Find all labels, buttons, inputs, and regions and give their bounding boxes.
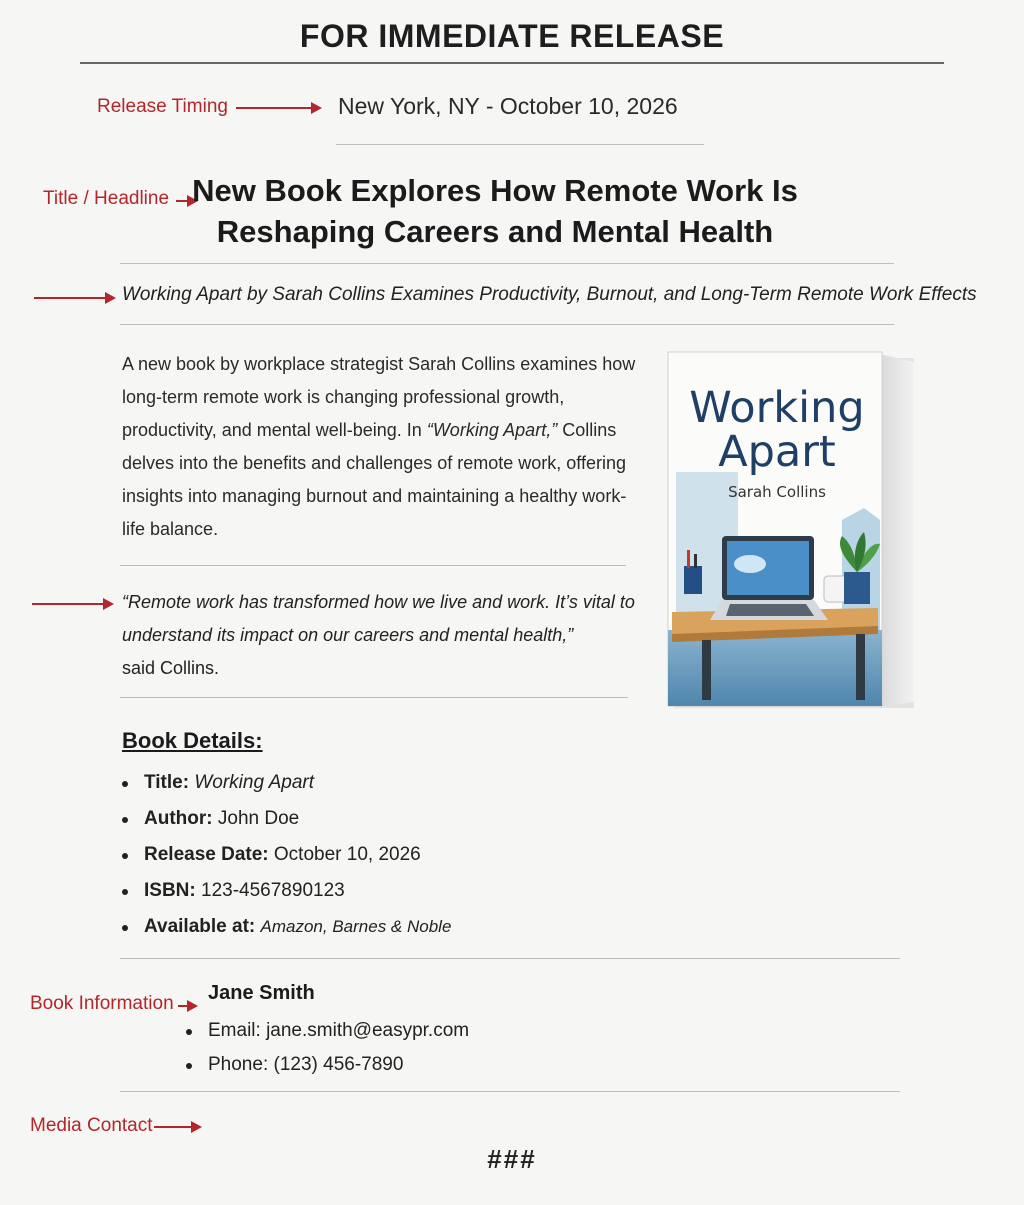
detail-value: October 10, 2026 [273,844,421,865]
arrow-icon [154,1126,200,1128]
quote-text: “Remote work has transformed how we live and work. It’s vital to understand its impact on our careers and mental health,” [122,592,635,645]
annotation-book-information: Book Information [30,993,174,1014]
annotation-media-contact: Media Contact [30,1115,153,1136]
divider [120,565,626,566]
cover-title-line-2: Apart [718,427,836,477]
arrow-icon [32,603,112,605]
divider [336,144,704,145]
end-mark: ### [487,1144,537,1174]
detail-value: 123-4567890123 [201,880,345,901]
list-item [122,768,451,804]
quote-attribution: said Collins. [122,658,220,678]
release-header: FOR IMMEDIATE RELEASE [299,18,725,54]
headline [190,170,800,252]
headline-line-1: New Book Explores How Remote Work Is [192,173,798,208]
headline-line-2: Reshaping Careers and Mental Health [216,214,774,249]
book-title-emphasis: “Working Apart,” [426,420,558,440]
body-rest: Collins delves into the benefits and challenges of remote work, offering insights into managing burnout and maintaining a healthy work-life balance. [122,420,627,539]
pen [687,550,690,568]
detail-value: Amazon, Barnes & Noble [260,917,452,936]
divider [120,263,894,264]
detail-key: Available at: [144,916,256,937]
book-cover-image [666,350,916,710]
contact-list [186,1016,469,1084]
arrow-icon [34,297,114,299]
list-item [122,804,451,840]
pull-quote [122,586,642,685]
book-details-heading: Book Details: [122,728,263,753]
annotation-release-timing: Release Timing [97,96,228,117]
cover-title-line-1: Working [689,383,865,433]
divider [120,324,894,325]
subheadline: Working Apart by Sarah Collins Examines Productivity, Burnout, and Long-Term Remote Work Effects [122,284,977,305]
body-lead: A new book by workplace strategist Sarah Collins examines how long-term remote work is changing professional growth, productivity, and mental well-being. In [122,354,636,440]
detail-key: Title: [144,772,190,793]
detail-value: Working Apart [194,772,314,793]
list-item [122,876,451,912]
book-details-list [122,768,451,948]
contact-phone[interactable]: Phone: (123) 456-7890 [186,1050,469,1084]
divider [120,958,900,959]
dateline: New York, NY - October 10, 2026 [338,93,678,119]
arrow-icon [178,1005,196,1007]
arrow-icon [236,107,320,109]
pen-cup [684,566,702,594]
divider [120,1091,900,1092]
annotation-title-headline: Title / Headline [43,188,170,209]
contact-email[interactable]: Email: jane.smith@easypr.com [186,1016,469,1050]
list-item [122,912,451,948]
plant-pot [844,572,870,604]
floor [668,630,882,706]
laptop-keyboard [726,604,814,616]
cloud-icon [734,555,766,573]
detail-key: Release Date: [144,844,269,865]
divider [120,697,628,698]
book-pages [880,354,914,706]
desk-leg [702,640,711,700]
header-divider [80,62,944,64]
cover-author: Sarah Collins [728,483,826,501]
contact-name: Jane Smith [208,982,315,1004]
detail-value: John Doe [217,808,300,829]
detail-key: ISBN: [144,880,196,901]
pen [694,554,697,568]
list-item [122,840,451,876]
body-paragraph [122,348,647,546]
detail-key: Author: [144,808,213,829]
desk-leg [856,634,865,700]
